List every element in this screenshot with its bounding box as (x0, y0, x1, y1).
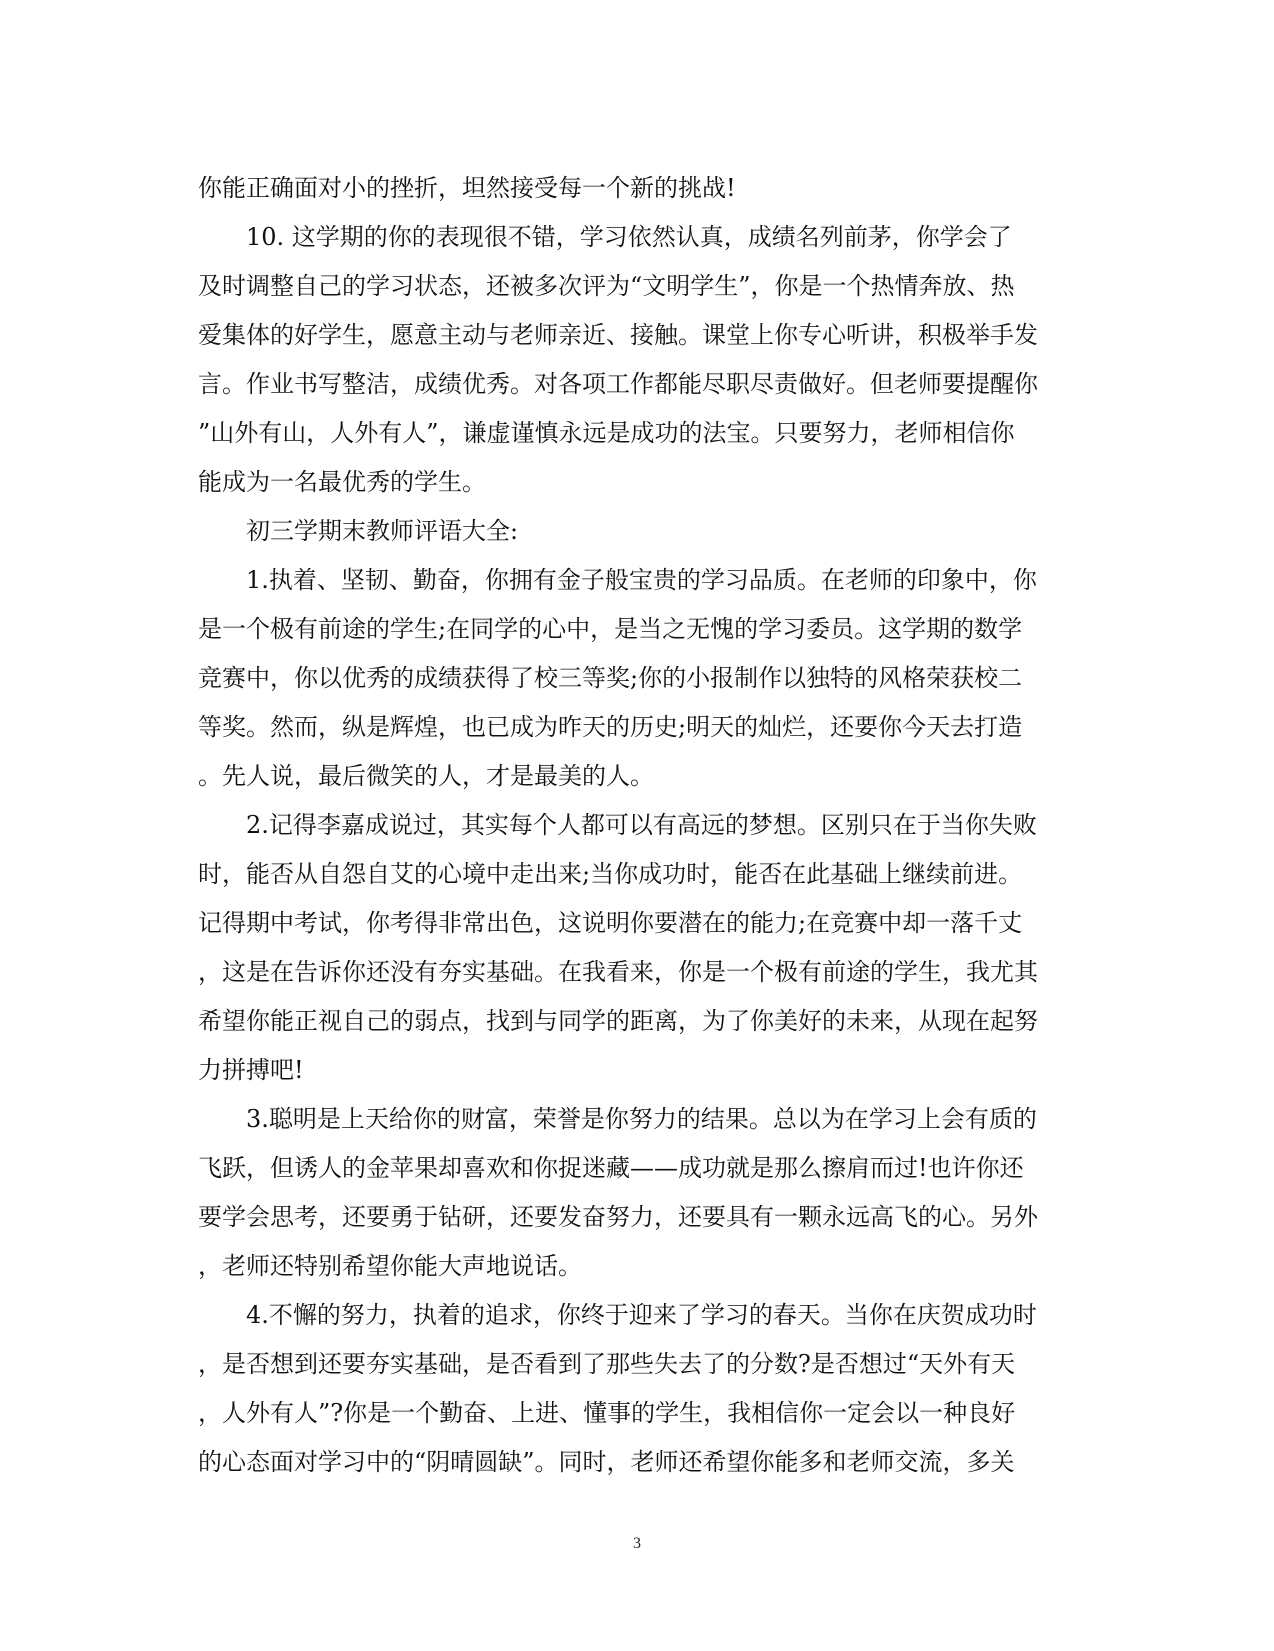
text-line: 言。作业书写整洁，成绩优秀。对各项工作都能尽职尽责做好。但老师要提醒你 (198, 370, 1038, 398)
text-line: ，这是在告诉你还没有夯实基础。在我看来，你是一个极有前途的学生，我尤其 (198, 958, 1038, 986)
document-body (198, 164, 1074, 1487)
text-line: 是一个极有前途的学生;在同学的心中，是当之无愧的学习委员。这学期的数学 (198, 615, 1023, 643)
text-line: 飞跃，但诱人的金苹果却喜欢和你捉迷藏——成功就是那么擦肩而过!也许你还 (198, 1154, 1024, 1182)
text-line: ”山外有山，人外有人”，谦虚谨慎永远是成功的法宝。只要努力，老师相信你 (198, 419, 1015, 447)
text-line: 力拼搏吧! (198, 1056, 304, 1084)
text-line: ，老师还特别希望你能大声地说话。 (198, 1252, 582, 1280)
text-line: ，是否想到还要夯实基础，是否看到了那些失去了的分数?是否想过“天外有天 (198, 1350, 1016, 1378)
text-line: 爱集体的好学生，愿意主动与老师亲近、接触。课堂上你专心听讲，积极举手发 (198, 321, 1038, 349)
section-heading: 初三学期末教师评语大全: (246, 517, 519, 545)
text-line: 时，能否从自怨自艾的心境中走出来;当你成功时，能否在此基础上继续前进。 (198, 860, 1023, 888)
text-line: 2.记得李嘉成说过，其实每个人都可以有高远的梦想。区别只在于当你失败 (246, 811, 1037, 839)
text-line: 希望你能正视自己的弱点，找到与同学的距离，为了你美好的未来，从现在起努 (198, 1007, 1038, 1035)
text-line: 的心态面对学习中的“阴晴圆缺”。同时，老师还希望你能多和老师交流，多关 (198, 1448, 1015, 1476)
text-line: 要学会思考，还要勇于钻研，还要发奋努力，还要具有一颗永远高飞的心。另外 (198, 1203, 1038, 1231)
text-line: 4.不懈的努力，执着的追求，你终于迎来了学习的春天。当你在庆贺成功时 (246, 1301, 1037, 1329)
text-line: 3.聪明是上天给你的财富，荣誉是你努力的结果。总以为在学习上会有质的 (246, 1105, 1037, 1133)
text-line: 竞赛中，你以优秀的成绩获得了校三等奖;你的小报制作以独特的风格荣获校二 (198, 664, 1023, 692)
text-line: 记得期中考试，你考得非常出色，这说明你要潜在的能力;在竞赛中却一落千丈 (198, 909, 1023, 937)
text-line: 等奖。然而，纵是辉煌，也已成为昨天的历史;明天的灿烂，还要你今天去打造 (198, 713, 1023, 741)
text-line: 1.执着、坚韧、勤奋，你拥有金子般宝贵的学习品质。在老师的印象中，你 (246, 566, 1037, 594)
text-line: 能成为一名最优秀的学生。 (198, 468, 486, 496)
text-line: 10. 这学期的你的表现很不错，学习依然认真，成绩名列前茅，你学会了 (246, 223, 1012, 251)
text-line: 及时调整自己的学习状态，还被多次评为“文明学生”，你是一个热情奔放、热 (198, 272, 1015, 300)
page-number: 3 (633, 1535, 641, 1552)
text-line: ，人外有人”?你是一个勤奋、上进、懂事的学生，我相信你一定会以一种良好 (198, 1399, 1016, 1427)
text-line: 。先人说，最后微笑的人，才是最美的人。 (198, 762, 654, 790)
text-line: 你能正确面对小的挫折，坦然接受每一个新的挑战! (198, 174, 736, 202)
